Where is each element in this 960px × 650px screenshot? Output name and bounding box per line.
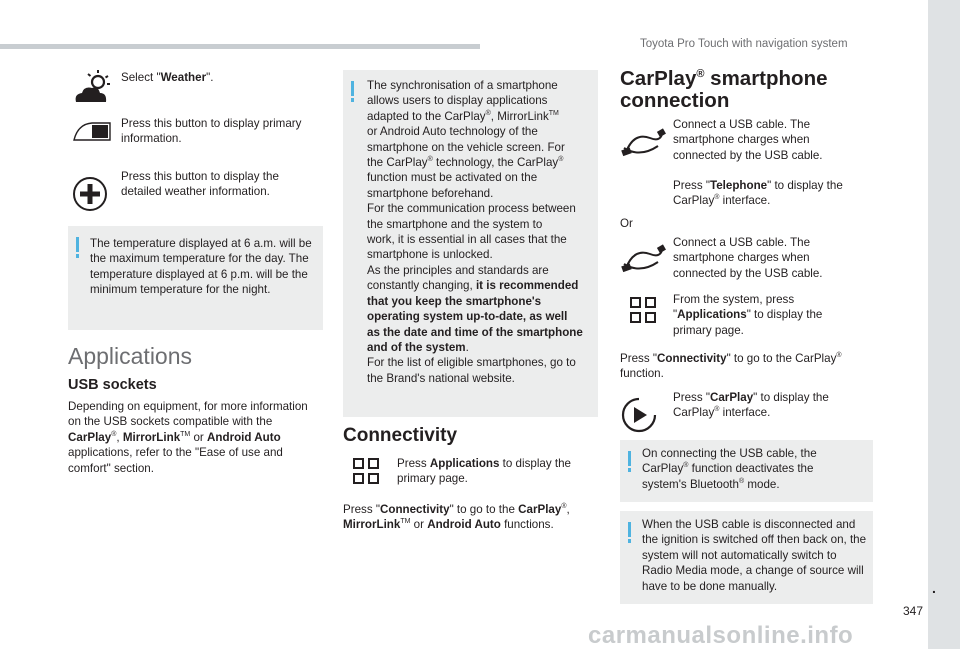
reg-mark: ® bbox=[836, 352, 842, 360]
usb-cable-icon bbox=[620, 128, 666, 163]
plus-button-text: Press this button to display the detailed weather information. bbox=[121, 170, 279, 199]
usb-comma: , bbox=[116, 430, 123, 444]
tm-mark: TM bbox=[400, 518, 411, 526]
sync-line: The synchronisation of a smartphone bbox=[367, 79, 558, 92]
sync-bold: that you keep the smartphone's bbox=[367, 294, 542, 308]
carplay-heading bbox=[620, 68, 880, 112]
weather-post: ". bbox=[206, 71, 214, 84]
reg-mark: ® bbox=[696, 68, 705, 81]
applications-text bbox=[397, 456, 597, 487]
sync-line: As the principles and standards are bbox=[367, 263, 549, 277]
sync-bold: and of the system bbox=[367, 340, 466, 354]
weather-select-text bbox=[121, 70, 213, 85]
temperature-note bbox=[68, 226, 323, 330]
note-accent-dot bbox=[628, 468, 631, 472]
carplay-post: " to display the bbox=[753, 391, 829, 404]
sync-line bbox=[367, 155, 595, 170]
from-sys: From the system, press bbox=[673, 293, 795, 306]
apps-bold: Applications bbox=[677, 308, 747, 322]
tm-mark: TM bbox=[548, 109, 559, 117]
note-accent-bar bbox=[76, 237, 79, 252]
connectivity-heading: Connectivity bbox=[343, 425, 458, 446]
sync-note bbox=[343, 70, 598, 417]
conn-comma: , bbox=[566, 503, 570, 516]
telephone-text bbox=[673, 178, 873, 209]
note1-l3-pre: system's Bluetooth bbox=[642, 477, 739, 491]
sync-l6-pre: the CarPlay bbox=[367, 156, 428, 170]
sync-line bbox=[367, 109, 595, 124]
reg-mark: ® bbox=[561, 503, 567, 511]
connectivity-text bbox=[343, 502, 598, 533]
carplay-bold: CarPlay bbox=[709, 391, 754, 404]
conn-or: or bbox=[410, 518, 428, 532]
usb-sockets-heading: USB sockets bbox=[68, 377, 157, 393]
usb-connect-note-text bbox=[642, 446, 870, 492]
reg-mark: ® bbox=[738, 477, 745, 485]
plus-button-icon bbox=[72, 176, 108, 217]
apps-press: Press bbox=[397, 457, 430, 470]
usb-text-2: applications, refer to the "Ease of use and comfort" section. bbox=[68, 446, 283, 475]
conn-android: Android Auto bbox=[427, 518, 501, 532]
weather-pre: Select " bbox=[121, 71, 161, 84]
tel-post: " to display the bbox=[767, 179, 843, 192]
usb-connect-note bbox=[620, 440, 873, 502]
usb-text-1: Depending on equipment, for more information on the USB sockets compatible with the bbox=[68, 400, 308, 429]
temperature-button-icon bbox=[72, 120, 112, 147]
section-dots: . bbox=[932, 580, 936, 596]
sync-line bbox=[367, 309, 595, 324]
header-rule bbox=[0, 44, 480, 49]
conn-end: functions. bbox=[500, 518, 554, 532]
sync-period: . bbox=[465, 340, 469, 354]
from-system-text: From the system, press "Applications" to display the primary page. bbox=[673, 293, 823, 337]
apps-line3: primary page. bbox=[673, 323, 744, 337]
note1-l3-post: mode. bbox=[744, 477, 780, 491]
carplay-heading-word: smartphone bbox=[704, 67, 828, 90]
sync-bold: operating system up-to-date, as well bbox=[367, 310, 568, 324]
right-sidebar bbox=[928, 0, 960, 649]
apps-text: to display the bbox=[499, 457, 571, 470]
usb-reg: ® bbox=[111, 430, 117, 438]
carplay-play-icon bbox=[620, 396, 658, 439]
note-accent-dot bbox=[76, 254, 79, 258]
apps-text-2: primary page. bbox=[397, 472, 468, 486]
sync-line: function must be activated on the bbox=[367, 171, 538, 185]
note-accent-bar bbox=[628, 451, 631, 466]
weather-bold: Weather bbox=[160, 71, 207, 84]
note-accent-bar bbox=[628, 522, 631, 537]
carplay-line2-post: interface. bbox=[719, 406, 771, 420]
sync-line: smartphone on the vehicle screen. For bbox=[367, 140, 565, 154]
carplay-heading-word: CarPlay bbox=[620, 67, 697, 90]
usb-connect-text-2: Connect a USB cable. The smartphone charges when connected by the USB cable. bbox=[673, 236, 823, 280]
usb-disconnect-note-text: When the USB cable is disconnected and the ignition is switched off then back on, the system will not automatically switch to Radio Media mode, a change of source will have to be done manually. bbox=[642, 518, 867, 593]
watermark: carmanualsonline.info bbox=[588, 622, 854, 649]
conn-pre: Press " bbox=[343, 503, 380, 516]
usb-mirrorlink: MirrorLink bbox=[122, 430, 181, 444]
conn-mirrorlink: MirrorLink bbox=[343, 518, 401, 532]
note-line: On connecting the USB cable, the bbox=[642, 447, 817, 460]
reg-mark: ® bbox=[485, 109, 491, 117]
conn-pre: Press " bbox=[620, 352, 657, 365]
conn-bold: Connectivity bbox=[656, 352, 727, 365]
usb-disconnect-note bbox=[620, 511, 873, 604]
reg-mark: ® bbox=[427, 156, 433, 164]
conn-line2: function. bbox=[620, 367, 664, 381]
tel-line2-post: interface. bbox=[719, 194, 771, 208]
sync-l3-mid: , MirrorLink bbox=[490, 109, 549, 123]
note-line bbox=[642, 461, 870, 476]
sync-line: or Android Auto technology of the bbox=[367, 125, 538, 139]
sync-bold: it is recommended bbox=[475, 279, 579, 293]
usb-android: Android Auto bbox=[207, 430, 281, 444]
sync-line: the smartphone and the system to bbox=[367, 217, 543, 231]
note-line bbox=[642, 477, 870, 492]
sync-line bbox=[367, 294, 595, 309]
usb-cable-icon bbox=[620, 244, 666, 279]
weather-icon bbox=[72, 68, 112, 113]
page-number: 347 bbox=[903, 604, 924, 618]
conn-bold: Connectivity bbox=[379, 503, 450, 516]
note-accent-dot bbox=[628, 539, 631, 543]
apps-post: " to display the bbox=[746, 308, 823, 322]
sync-line bbox=[367, 325, 595, 340]
sync-line: the Brand's national website. bbox=[367, 371, 515, 385]
sync-line: For the list of eligible smartphones, go to bbox=[367, 356, 576, 370]
carplay-heading-line2: connection bbox=[620, 89, 730, 112]
apps-bold: Applications bbox=[429, 457, 500, 470]
sync-line: For the communication process between bbox=[367, 202, 576, 216]
tel-line2-pre: CarPlay bbox=[673, 194, 715, 208]
usb-or: or bbox=[190, 430, 208, 444]
applications-grid-icon bbox=[353, 458, 379, 489]
sync-l6-mid: technology, the CarPlay bbox=[432, 156, 559, 170]
or-label: Or bbox=[620, 217, 633, 230]
tel-bold: Telephone bbox=[709, 179, 768, 192]
reg-mark: ® bbox=[683, 462, 689, 470]
conn-carplay: CarPlay bbox=[518, 503, 562, 516]
sync-line: smartphone beforehand. bbox=[367, 186, 494, 200]
sync-note-text bbox=[367, 78, 595, 386]
header-title: Toyota Pro Touch with navigation system bbox=[640, 38, 848, 50]
carplay-pre: Press " bbox=[673, 391, 710, 404]
sync-l3-pre: adapted to the CarPlay bbox=[367, 109, 486, 123]
sync-line: work, it is essential in all cases that the bbox=[367, 233, 567, 247]
usb-connect-text: Connect a USB cable. The smartphone charges when connected by the USB cable. bbox=[673, 118, 823, 162]
sync-line: smartphone is unlocked. bbox=[367, 248, 493, 262]
note1-l2-pre: CarPlay bbox=[642, 462, 684, 476]
carplay-heading-line1 bbox=[620, 68, 880, 90]
sync-line: allows users to display applications bbox=[367, 94, 548, 108]
usb-carplay: CarPlay bbox=[68, 430, 112, 444]
temperature-note-text: The temperature displayed at 6 a.m. will be the maximum temperature for the day. The temperature displayed at 6 p.m. will be the minimum temperature for the night. bbox=[90, 237, 312, 297]
reg-mark: ® bbox=[558, 156, 564, 164]
conn-post: " to go to the CarPlay bbox=[726, 352, 837, 365]
temperature-button-text: Press this button to display primary information. bbox=[121, 117, 302, 146]
conn-mid: " to go to the bbox=[449, 503, 519, 516]
sync-line bbox=[367, 340, 595, 355]
applications-heading: Applications bbox=[68, 343, 193, 369]
reg-mark: ® bbox=[714, 194, 720, 202]
note1-l2-post: function deactivates the bbox=[688, 462, 814, 476]
sync-accent-bar bbox=[351, 81, 354, 96]
sync-accent-dot bbox=[351, 98, 354, 102]
usb-tm: TM bbox=[180, 430, 191, 438]
tel-pre: Press " bbox=[673, 179, 710, 192]
applications-grid-icon bbox=[630, 297, 656, 328]
carplay-line2-pre: CarPlay bbox=[673, 406, 715, 420]
sync-changing: constantly changing, bbox=[367, 279, 476, 293]
sync-bold: as the date and time of the smartphone bbox=[367, 325, 583, 339]
usb-sockets-text bbox=[68, 399, 323, 476]
connectivity-carplay-text bbox=[620, 351, 880, 382]
carplay-press-text bbox=[673, 390, 873, 421]
reg-mark: ® bbox=[714, 406, 720, 414]
sync-line bbox=[367, 278, 595, 293]
